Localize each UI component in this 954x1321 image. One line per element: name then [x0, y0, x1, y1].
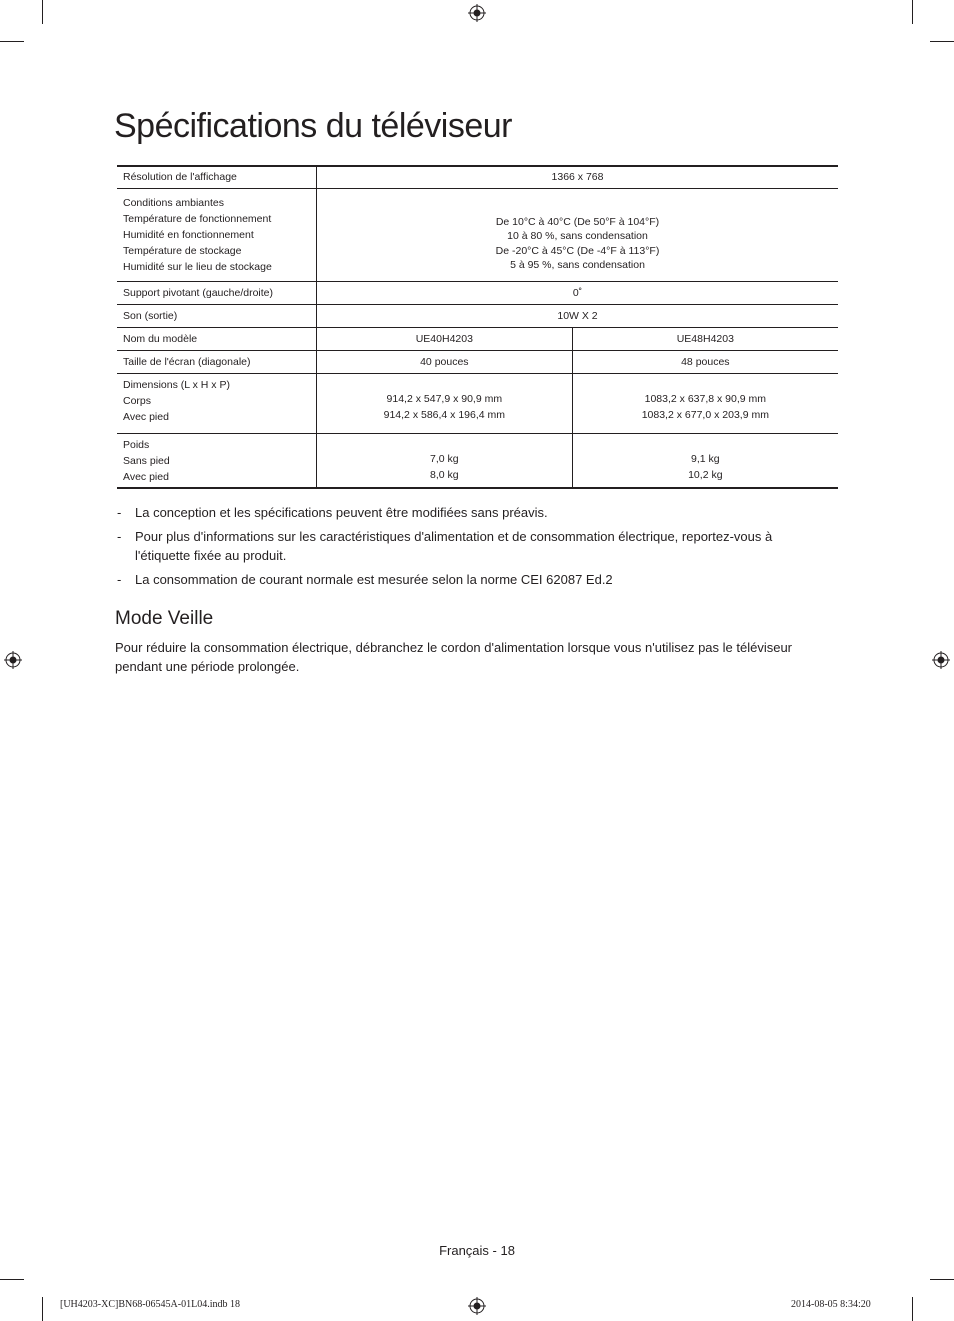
value-line: 7,0 kg	[430, 453, 459, 466]
crop-mark	[0, 41, 24, 42]
value-line: 10W X 2	[557, 309, 598, 322]
model-48-cell	[572, 433, 838, 488]
value-line: De 10°C à 40°C (De 50°F à 104°F)	[495, 215, 660, 228]
bullet-dash: -	[117, 572, 122, 587]
label-line: Sans pied	[123, 454, 170, 467]
crop-mark	[930, 41, 954, 42]
label-line: Corps	[123, 394, 152, 407]
note-text: La consommation de courant normale est mesurée selon la norme CEI 62087 Ed.2	[135, 572, 613, 587]
list-item	[117, 570, 797, 589]
label-line: Température de fonctionnement	[123, 212, 272, 225]
section-paragraph: Pour réduire la consommation électrique, débranchez le cordon d'alimentation lorsque vous n'utilisez pas le téléviseur pendant une période prolongée.	[115, 640, 793, 674]
crop-mark	[912, 0, 913, 24]
crop-mark	[912, 1297, 913, 1321]
page-title: Spécifications du téléviseur	[114, 107, 513, 145]
value-line: 9,1 kg	[691, 453, 720, 466]
file-slug: [UH4203-XC]BN68-06545A-01L04.indb 18	[60, 1299, 240, 1310]
value-line: 10,2 kg	[688, 469, 723, 482]
section-heading: Mode Veille	[115, 608, 214, 629]
value-line: 10 à 80 %, sans condensation	[507, 230, 648, 242]
model-48-cell	[572, 327, 838, 350]
crosshair-registration-icon	[468, 4, 486, 22]
label-line: Température de stockage	[123, 244, 242, 257]
value-line: 0˚	[572, 286, 583, 299]
crosshair-registration-icon	[468, 1297, 486, 1315]
value-line: 40 pouces	[420, 355, 469, 368]
row-value	[317, 188, 839, 281]
table-row	[117, 304, 838, 327]
value-line: 914,2 x 586,4 x 196,4 mm	[383, 409, 506, 421]
table-row	[117, 350, 838, 373]
label-line: Son (sortie)	[123, 309, 178, 322]
label-line: Taille de l'écran (diagonale)	[123, 355, 251, 368]
value-line: De -20°C à 45°C (De -4°F à 113°F)	[495, 244, 660, 257]
label-line: Avec pied	[123, 410, 169, 423]
value-line: 48 pouces	[681, 355, 730, 368]
bullet-dash: -	[117, 529, 122, 544]
row-label	[117, 350, 317, 373]
model-40-cell	[317, 433, 573, 488]
row-label	[117, 373, 317, 433]
table-row	[117, 166, 838, 188]
print-timestamp: 2014-08-05 8:34:20	[791, 1299, 871, 1310]
model-40-cell	[317, 373, 573, 433]
row-label	[117, 433, 317, 488]
value-line: UE40H4203	[415, 332, 473, 345]
table-row	[117, 281, 838, 304]
page-number: Français - 18	[439, 1243, 515, 1258]
label-line: Poids	[123, 438, 150, 451]
model-48-cell	[572, 373, 838, 433]
row-label	[117, 281, 317, 304]
label-line: Conditions ambiantes	[123, 196, 224, 209]
crop-mark	[0, 1279, 24, 1280]
label-line: Humidité sur le lieu de stockage	[123, 260, 272, 273]
table-row	[117, 188, 838, 281]
row-label	[117, 304, 317, 327]
list-item	[117, 527, 797, 565]
row-label	[117, 327, 317, 350]
value-line: 5 à 95 %, sans condensation	[510, 259, 645, 271]
value-line: UE48H4203	[676, 332, 734, 345]
row-label	[117, 166, 317, 188]
value-line: 8,0 kg	[430, 469, 459, 482]
list-item	[117, 503, 797, 522]
label-line: Résolution de l'affichage	[123, 171, 237, 184]
crop-mark	[42, 1297, 43, 1321]
label-line: Nom du modèle	[123, 332, 198, 345]
label-line: Support pivotant (gauche/droite)	[123, 286, 274, 299]
notes-list	[117, 503, 797, 594]
spec-table	[117, 165, 838, 489]
row-label	[117, 188, 317, 281]
crop-mark	[42, 0, 43, 24]
crosshair-registration-icon	[4, 651, 22, 669]
value-line: 1083,2 x 677,0 x 203,9 mm	[641, 409, 769, 421]
label-line: Avec pied	[123, 470, 169, 483]
crosshair-registration-icon	[932, 651, 950, 669]
model-48-cell	[572, 350, 838, 373]
table-row	[117, 373, 838, 433]
bullet-dash: -	[117, 505, 122, 520]
model-40-cell	[317, 350, 573, 373]
value-line: 1366 x 768	[551, 171, 604, 184]
value-line: 1083,2 x 637,8 x 90,9 mm	[644, 393, 767, 405]
label-line: Humidité en fonctionnement	[123, 228, 254, 241]
note-text: La conception et les spécifications peuvent être modifiées sans préavis.	[135, 505, 548, 520]
table-row	[117, 327, 838, 350]
note-text: Pour plus d'informations sur les caractéristiques d'alimentation et de consommation électrique, reportez-vous à l'étiquette fixée au produit.	[135, 529, 773, 563]
row-value	[317, 304, 839, 327]
value-line: 914,2 x 547,9 x 90,9 mm	[386, 393, 503, 405]
label-line: Dimensions (L x H x P)	[123, 378, 230, 391]
table-row	[117, 433, 838, 488]
row-value	[317, 166, 839, 188]
model-40-cell	[317, 327, 573, 350]
crop-mark	[930, 1279, 954, 1280]
row-value	[317, 281, 839, 304]
